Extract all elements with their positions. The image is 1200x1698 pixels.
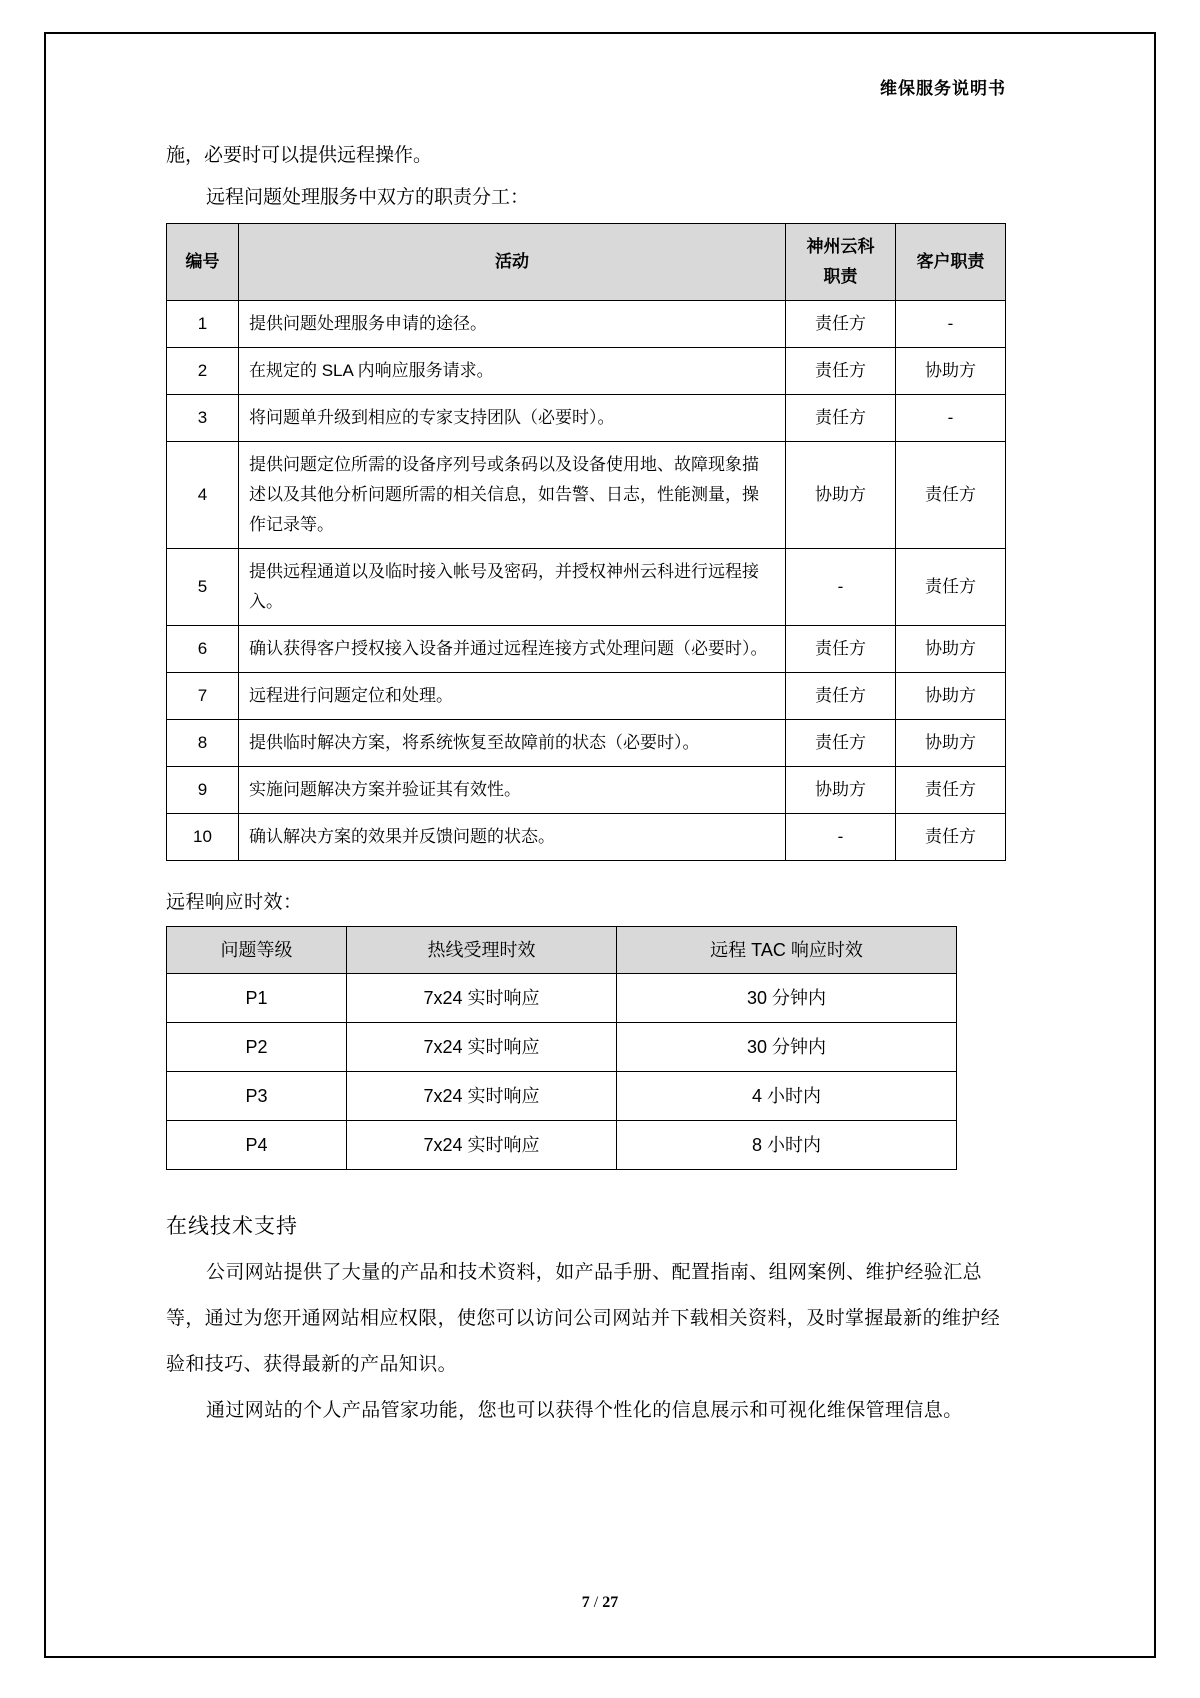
cell-cust: 协助方 [896,673,1006,720]
table-row [167,814,1006,861]
online-support-paragraph-2: 通过网站的个人产品管家功能，您也可以获得个性化的信息展示和可视化维保管理信息。 [206,1400,963,1421]
col-header-sz-line1: 神州云科 [806,237,875,256]
page-content [166,74,1006,1434]
cell-cust: 协助方 [896,626,1006,673]
response-time-table [166,926,957,1170]
cell-sz: 协助方 [786,442,896,549]
table-row [167,1072,957,1121]
cell-activity: 提供远程通道以及临时接入帐号及密码，并授权神州云科进行远程接入。 [239,549,786,626]
cell-cust: 责任方 [896,814,1006,861]
cell-no: 3 [167,395,239,442]
col-header-hotline: 热线受理时效 [347,927,617,974]
cell-tac: 30 分钟内 [617,1023,957,1072]
table-row [167,1023,957,1072]
cell-tac: 30 分钟内 [617,974,957,1023]
response-time-label: 远程响应时效： [166,892,303,913]
cell-no: 5 [167,549,239,626]
col-header-sz-line2: 职责 [823,267,858,286]
table-row [167,626,1006,673]
cell-activity: 确认解决方案的效果并反馈问题的状态。 [239,814,786,861]
table-header-row [167,224,1006,301]
cell-no: 9 [167,767,239,814]
cell-cust: 协助方 [896,348,1006,395]
cell-no: 8 [167,720,239,767]
table-row [167,348,1006,395]
cell-activity: 将问题单升级到相应的专家支持团队（必要时）。 [239,395,786,442]
cell-sz: - [786,814,896,861]
cell-sz: 责任方 [786,348,896,395]
cell-cust: - [896,301,1006,348]
cell-level: P3 [167,1072,347,1121]
cell-sz: 责任方 [786,673,896,720]
cell-level: P2 [167,1023,347,1072]
cell-sz: 责任方 [786,395,896,442]
document-page [44,32,1156,1658]
cell-level: P4 [167,1121,347,1170]
cell-sz: - [786,549,896,626]
cell-tac: 4 小时内 [617,1072,957,1121]
online-support-paragraph-1: 公司网站提供了大量的产品和技术资料，如产品手册、配置指南、组网案例、维护经验汇总等，通过为您开通网站相应权限，使您可以访问公司网站并下载相关资料，及时掌握最新的维护经验和技巧、获得最新的产品知识。 [166,1262,1001,1375]
col-header-no: 编号 [167,224,239,301]
table-row [167,1121,957,1170]
footer-total-pages: 27 [602,1594,619,1611]
cell-no: 4 [167,442,239,549]
cell-cust: - [896,395,1006,442]
cell-activity: 提供临时解决方案，将系统恢复至故障前的状态（必要时）。 [239,720,786,767]
col-header-sz-responsibility [786,224,896,301]
cell-cust: 责任方 [896,442,1006,549]
col-header-customer-responsibility: 客户职责 [896,224,1006,301]
cell-hotline: 7x24 实时响应 [347,1121,617,1170]
cell-activity: 提供问题定位所需的设备序列号或条码以及设备使用地、故障现象描述以及其他分析问题所需的相关信息，如告警、日志，性能测量，操作记录等。 [239,442,786,549]
cell-hotline: 7x24 实时响应 [347,974,617,1023]
cell-activity: 实施问题解决方案并验证其有效性。 [239,767,786,814]
table-header-row [167,927,957,974]
table-row [167,442,1006,549]
table-row [167,720,1006,767]
table-row [167,673,1006,720]
cell-activity: 提供问题处理服务申请的途径。 [239,301,786,348]
cell-sz: 协助方 [786,767,896,814]
cell-cust: 责任方 [896,549,1006,626]
cell-activity: 远程进行问题定位和处理。 [239,673,786,720]
table-row [167,767,1006,814]
footer-separator: / [593,1594,599,1611]
cell-activity: 确认获得客户授权接入设备并通过远程连接方式处理问题（必要时）。 [239,626,786,673]
footer-current-page: 7 [581,1594,590,1611]
cell-no: 7 [167,673,239,720]
cell-sz: 责任方 [786,720,896,767]
col-header-activity: 活动 [239,224,786,301]
section-heading-online-support: 在线技术支持 [166,1215,298,1238]
cell-activity: 在规定的 SLA 内响应服务请求。 [239,348,786,395]
table-row [167,974,957,1023]
cell-sz: 责任方 [786,626,896,673]
cell-no: 10 [167,814,239,861]
page-footer [46,1594,1154,1612]
document-header-title: 维保服务说明书 [880,79,1006,98]
cell-no: 1 [167,301,239,348]
cell-sz: 责任方 [786,301,896,348]
cell-level: P1 [167,974,347,1023]
table-lead-paragraph: 远程问题处理服务中双方的职责分工： [206,187,530,208]
cell-no: 6 [167,626,239,673]
col-header-level: 问题等级 [167,927,347,974]
cell-hotline: 7x24 实时响应 [347,1023,617,1072]
cell-cust: 协助方 [896,720,1006,767]
cell-hotline: 7x24 实时响应 [347,1072,617,1121]
cell-tac: 8 小时内 [617,1121,957,1170]
table-row [167,549,1006,626]
table-row [167,395,1006,442]
duties-table [166,223,1006,861]
continuation-paragraph: 施，必要时可以提供远程操作。 [166,145,433,166]
col-header-tac: 远程 TAC 响应时效 [617,927,957,974]
cell-no: 2 [167,348,239,395]
cell-cust: 责任方 [896,767,1006,814]
table-row [167,301,1006,348]
